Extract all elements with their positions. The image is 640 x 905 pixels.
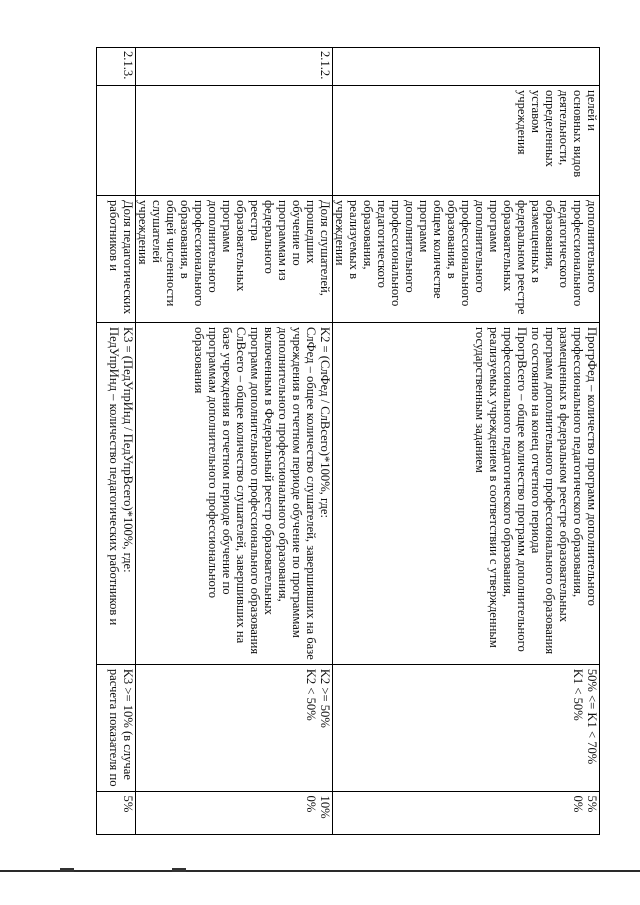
criteria-cell <box>97 664 136 791</box>
indicator-text-line: образования, в <box>178 200 192 279</box>
goal-text-line: определенных <box>543 90 557 167</box>
indicator-text-line: профессионального <box>192 200 206 307</box>
weight-text-line: 0% <box>304 795 318 813</box>
formula-text-line: профессионального педагогического образования, <box>501 327 515 598</box>
indicator-text-line: образования, <box>361 200 375 270</box>
indicator-text-line: программ <box>417 200 431 253</box>
criteria-text-line: расчета показателя по <box>107 668 121 787</box>
table-row <box>136 48 333 835</box>
indicator-text-line: образования, в <box>445 200 459 279</box>
goal-cell <box>136 86 333 196</box>
weight-cell <box>97 791 136 834</box>
row-number: 2.1.3. <box>97 48 136 86</box>
formula-text-line: по состоянию на конец отчетного периода <box>529 327 543 554</box>
indicator-cell <box>136 196 333 323</box>
formula-text-line: базе учреждения в отчетном периоде обучение по <box>220 327 234 595</box>
indicator-text-line: общем количестве <box>431 200 445 299</box>
criteria-text-line: K3 >= 10% (в случае <box>121 668 135 780</box>
criteria-text-line: K2 < 50% <box>304 668 318 721</box>
criteria-cell <box>136 664 333 791</box>
indicator-text-line: общей численности <box>164 200 178 307</box>
scan-mark <box>60 868 74 872</box>
indicator-text-line: учреждения <box>136 200 150 265</box>
indicator-text-line: дополнительного <box>473 200 487 293</box>
formula-text-line: ПедУпрИнд – количество педагогических работников и <box>107 327 121 626</box>
formula-text-line: государственным заданием <box>473 327 487 473</box>
weight-text-line: 5% <box>585 795 599 813</box>
formula-text-line: программ дополнительного профессионального образования <box>248 327 262 655</box>
formula-text-line: ПрогрФед – количество программ дополнительного <box>585 327 599 606</box>
criteria-text-line: K1 < 50% <box>571 668 585 721</box>
formula-text-line: ПрогрВсего – общее количество программ дополнительного <box>515 327 529 652</box>
indicator-text-line: образовательных <box>234 200 248 292</box>
indicator-text-line: профессионального <box>571 200 585 307</box>
formula-text-line: профессионального педагогического образования, <box>571 327 585 598</box>
indicator-text-line: педагогического <box>557 200 571 288</box>
indicator-text-line: прошедших <box>304 200 318 264</box>
indicator-text-line: образования, <box>543 200 557 270</box>
indicator-text-line: федеральном реестре <box>515 200 529 315</box>
formula-cell <box>136 323 333 665</box>
formula-text-line: включенным в Федеральный реестр образовательных <box>262 327 276 615</box>
formula-text-line: реализуемых учреждением в соответствии с утвержденным <box>487 327 501 648</box>
formula-text-line: дополнительного профессионального образования, <box>276 327 290 602</box>
goal-cell <box>97 86 136 196</box>
indicator-text-line: учреждении <box>333 200 347 266</box>
goal-text-line: учреждения <box>515 90 529 155</box>
weight-text-line: 10% <box>318 795 332 819</box>
indicator-text-line: федерального <box>262 200 276 274</box>
formula-text-line: программ дополнительного профессионального образования <box>543 327 557 655</box>
criteria-text-line: K2 >= 50% <box>318 668 332 728</box>
indicator-cell <box>333 196 600 323</box>
indicator-text-line: реестра <box>248 200 262 241</box>
indicator-text-line: программ <box>220 200 234 253</box>
indicator-text-line: Доля педагогических <box>121 200 135 315</box>
scan-mark <box>172 868 186 872</box>
table-row <box>97 48 136 835</box>
criteria-text-line: 50% <= K1 < 70% <box>585 668 599 765</box>
row-number: 2.1.2. <box>136 48 333 86</box>
formula-text-line: образования <box>192 327 206 394</box>
indicator-text-line: дополнительного <box>206 200 220 293</box>
goal-text-line: уставом <box>529 90 543 134</box>
formula-cell <box>97 323 136 665</box>
formula-text-line: СлФед – общее количество слушателей, завершивших на базе <box>304 327 318 660</box>
weight-text-line: 5% <box>121 795 135 813</box>
indicator-text-line: программ <box>487 200 501 253</box>
weight-cell <box>136 791 333 834</box>
formula-text-line: программам дополнительного профессионального <box>206 327 220 599</box>
indicator-text-line: профессионального <box>389 200 403 307</box>
indicator-text-line: дополнительного <box>403 200 417 293</box>
indicator-text-line: образовательных <box>501 200 515 292</box>
indicator-text-line: программам из <box>276 200 290 281</box>
formula-text-line: учреждения в отчетном периоде обучение по программам <box>290 327 304 638</box>
indicator-text-line: профессионального <box>459 200 473 307</box>
indicator-text-line: Доля слушателей, <box>318 200 332 296</box>
table-row <box>333 48 600 835</box>
weight-cell <box>333 791 600 834</box>
indicator-text-line: дополнительного <box>585 200 599 293</box>
weight-text-line: 0% <box>571 795 585 813</box>
goal-text-line: целей и <box>585 90 599 131</box>
goal-cell <box>333 86 600 196</box>
formula-text-line: K3 = (ПедУпрИнд / ПедУпрВсего)*100%, где: <box>121 327 135 573</box>
indicator-text-line: слушателей <box>150 200 164 263</box>
formula-text-line: СлВсего – общее количество слушателей, завершивших на <box>234 327 248 644</box>
indicator-text-line: педагогического <box>375 200 389 288</box>
formula-cell <box>333 323 600 665</box>
goal-text-line: основных видов <box>571 90 585 178</box>
indicator-text-line: работников и <box>107 200 121 272</box>
indicator-text-line: обучение по <box>290 200 304 266</box>
formula-text-line: K2 = (СлФед / СлВсего)*100%, где: <box>318 327 332 519</box>
formula-text-line: размещенных в федеральном реестре образовательных <box>557 327 571 623</box>
goal-text-line: деятельности, <box>557 90 571 166</box>
criteria-cell <box>333 664 600 791</box>
indicator-cell <box>97 196 136 323</box>
indicator-text-line: размещенных в <box>529 200 543 283</box>
indicator-text-line: реализуемых в <box>347 200 361 280</box>
scan-edge-line <box>0 870 640 872</box>
indicators-table <box>96 47 600 835</box>
row-number <box>333 48 600 86</box>
